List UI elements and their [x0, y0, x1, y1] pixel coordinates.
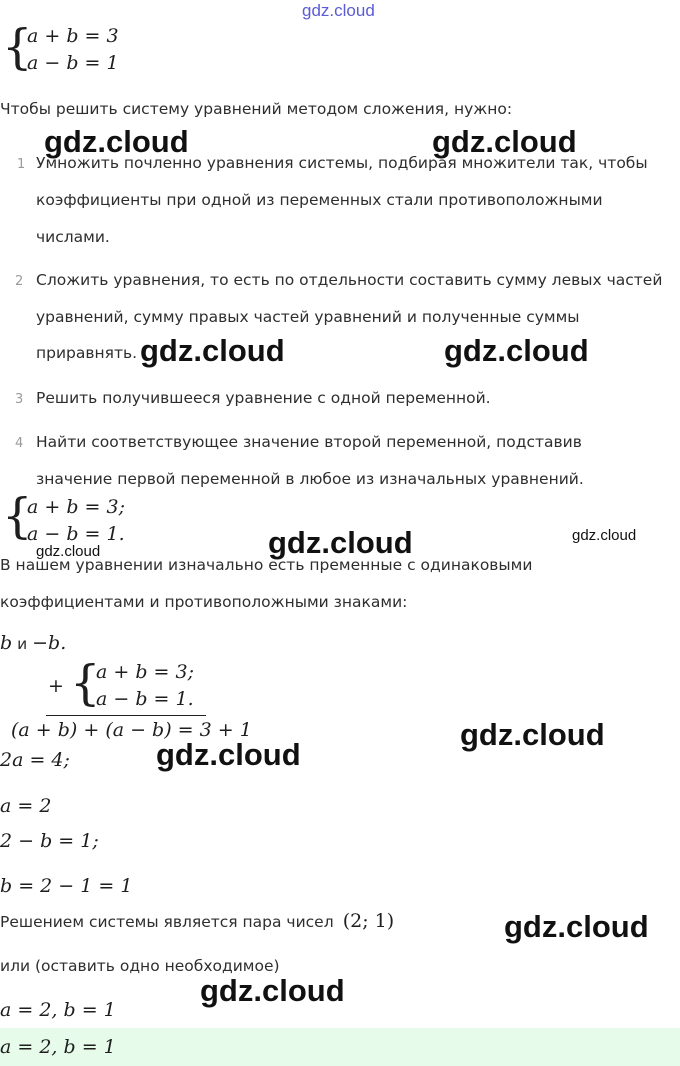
sum-eq1: a + b = 3;	[96, 661, 194, 683]
step-number: 4	[15, 436, 24, 451]
substitution: 2 − b = 1;	[0, 830, 99, 852]
step-line: значение первой переменной в любое из изначальных уравнений.	[36, 470, 584, 488]
watermark: gdz.cloud	[572, 527, 637, 544]
b-line-dot: .	[60, 632, 67, 654]
watermark: gdz.cloud	[36, 543, 101, 560]
watermark: gdz.cloud	[200, 973, 345, 1008]
intro-text: Чтобы решить систему уравнений методом сложения, нужно:	[0, 100, 513, 118]
b-var: b	[0, 632, 13, 654]
watermark: gdz.cloud	[44, 124, 189, 159]
watermark-top: gdz.cloud	[302, 1, 375, 20]
watermark: gdz.cloud	[432, 124, 577, 159]
watermark: gdz.cloud	[504, 909, 649, 944]
system1-eq2: a − b = 1	[27, 52, 119, 74]
plus-sign: +	[48, 675, 64, 697]
step-number: 1	[17, 157, 26, 172]
sum-rule	[46, 715, 206, 716]
and-word: и	[12, 635, 33, 653]
system-brace: {	[2, 488, 33, 544]
step-line: Умножить почленно уравнения системы, подбирая множители так, чтобы	[36, 154, 648, 172]
a-value: a = 2	[0, 795, 52, 817]
system2-eq2: a − b = 1.	[27, 523, 125, 545]
step-number: 2	[15, 274, 24, 289]
answer-1: a = 2, b = 1	[0, 999, 116, 1021]
step-number: 3	[15, 392, 24, 407]
solution-pair: (2; 1)	[342, 910, 395, 932]
step-line: Сложить уравнения, то есть по отдельности составить сумму левых частей	[36, 271, 663, 289]
watermark: gdz.cloud	[444, 333, 589, 368]
step-line: уравнений, сумму правых частей уравнений и полученные суммы	[36, 308, 580, 326]
b-line	[0, 632, 66, 654]
system1-eq1: a + b = 3	[27, 25, 119, 47]
step-line: Решить получившееся уравнение с одной переменной.	[36, 389, 491, 407]
solution-line	[0, 910, 394, 932]
or-text: или (оставить одно необходимое)	[0, 957, 280, 975]
neg-b-var: −b	[32, 632, 61, 654]
system-brace: {	[70, 655, 101, 711]
step-line: приравнять.	[36, 344, 138, 362]
step-line: коэффициенты при одной из переменных стали противоположными	[36, 191, 603, 209]
system2-eq1: a + b = 3;	[27, 496, 125, 518]
step-line: числами.	[36, 228, 110, 246]
watermark: gdz.cloud	[460, 717, 605, 752]
step-line: Найти соответствующее значение второй переменной, подставив	[36, 433, 582, 451]
b-value: b = 2 − 1 = 1	[0, 875, 133, 897]
sum-eq2: a − b = 1.	[96, 688, 194, 710]
watermark: gdz.cloud	[140, 333, 285, 368]
watermark: gdz.cloud	[268, 525, 413, 560]
solution-text: Решением системы является пара чисел	[0, 913, 334, 931]
two-a-eq: 2a = 4;	[0, 749, 70, 771]
answer-2: a = 2, b = 1	[0, 1036, 116, 1058]
sum-result: (a + b) + (a − b) = 3 + 1	[11, 719, 252, 741]
para-line: В нашем уравнении изначально есть пременные с одинаковыми	[0, 556, 533, 574]
para-line: коэффициентами и противоположными знаками:	[0, 593, 408, 611]
system-brace: {	[2, 19, 33, 75]
watermark: gdz.cloud	[156, 737, 301, 772]
